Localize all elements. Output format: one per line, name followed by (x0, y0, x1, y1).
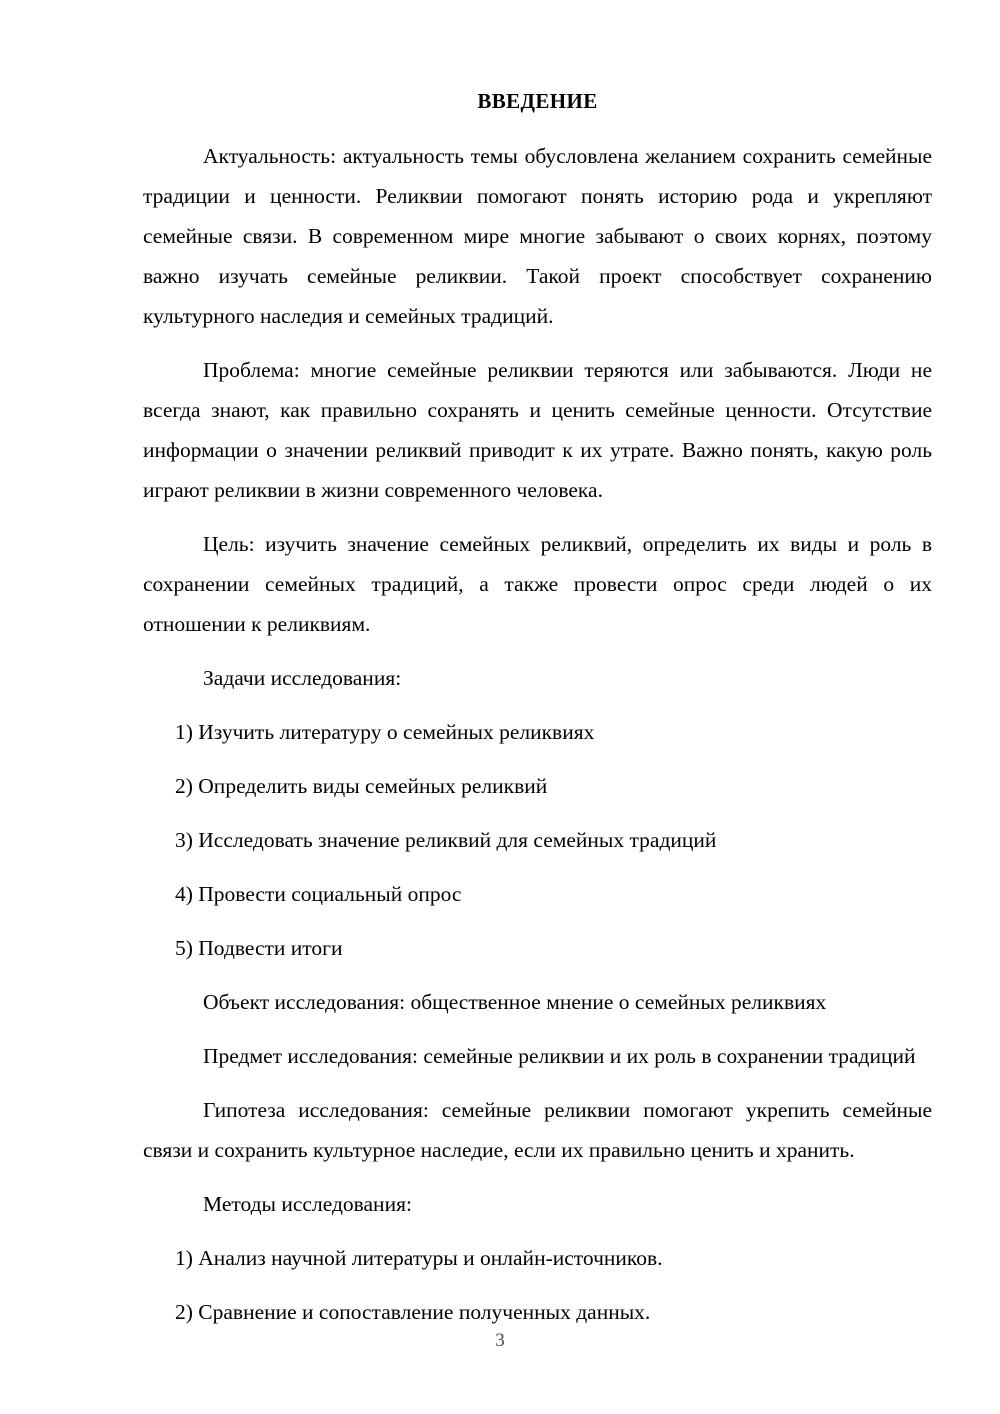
list-item: 2) Сравнение и сопоставление полученных данных. (175, 1300, 651, 1325)
list-item: 4) Провести социальный опрос (175, 882, 462, 907)
paragraph-subject: Предмет исследования: семейные реликвии и их роль в сохранении традиций (203, 1044, 916, 1069)
tasks-list (143, 712, 932, 968)
list-item: 5) Подвести итоги (175, 936, 343, 961)
tasks-label: Задачи исследования: (203, 666, 402, 691)
list-item: 1) Изучить литературу о семейных реликвиях (175, 720, 595, 745)
paragraph-hypothesis: Гипотеза исследования: семейные реликвии помогают укрепить семейные связи и сохранить культурное наследие, если их правильно ценить и хранить. (143, 1098, 932, 1163)
paragraph-problem: Проблема: многие семейные реликвии теряются или забываются. Люди не всегда знают, как правильно сохранять и ценить семейные ценности. Отсутствие информации о значении реликвий приводит к их утрате. Важно понять, какую роль играют реликвии в жизни современного человека. (143, 358, 932, 503)
methods-label: Методы исследования: (203, 1192, 412, 1217)
paragraph-goal: Цель: изучить значение семейных реликвий, определить их виды и роль в сохранении семейных традиций, а также провести опрос среди людей о их отношении к реликвиям. (143, 532, 932, 637)
document-body (143, 88, 932, 1346)
list-item: 1) Анализ научной литературы и онлайн-источников. (175, 1246, 663, 1271)
paragraph-object: Объект исследования: общественное мнение о семейных реликвиях (203, 990, 827, 1015)
page-title: ВВЕДЕНИЕ (477, 89, 598, 113)
paragraph-relevance: Актуальность: актуальность темы обусловлена желанием сохранить семейные традиции и ценности. Реликвии помогают понять историю рода и укрепляют семейные связи. В современном мире многие забывают о своих корнях, поэтому важно изучать семейные реликвии. Такой проект способствует сохранению культурного наследия и семейных традиций. (143, 144, 932, 329)
list-item: 2) Определить виды семейных реликвий (175, 774, 548, 799)
methods-list (143, 1238, 932, 1332)
list-item: 3) Исследовать значение реликвий для семейных традиций (175, 828, 717, 853)
page-number: 3 (495, 1330, 505, 1351)
